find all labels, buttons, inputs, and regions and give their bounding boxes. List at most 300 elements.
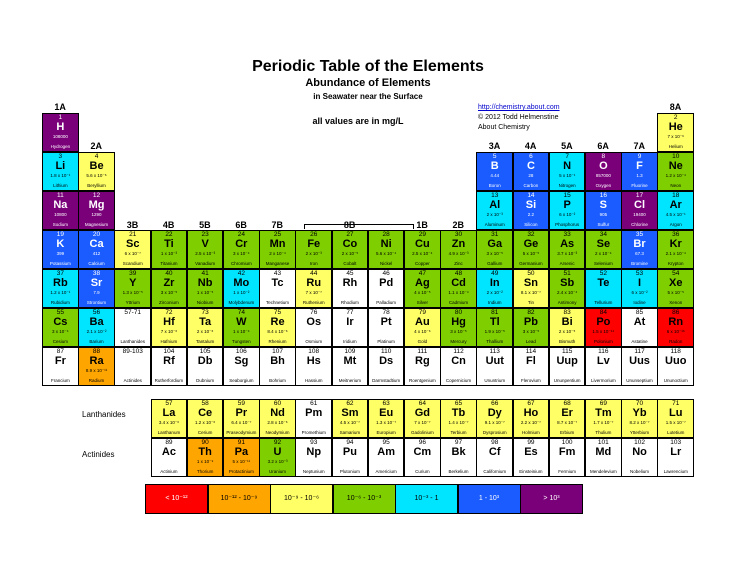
abundance-value: 8.9 x 10⁻¹¹ — [85, 368, 108, 373]
abundance-value: 1 x 10⁻⁵ — [196, 290, 214, 295]
element-cell-hg — [440, 308, 477, 347]
element-name: Uranium — [269, 469, 287, 475]
atomic-number: 114 — [525, 348, 537, 355]
element-symbol: Cm — [413, 446, 432, 458]
atomic-number: 1 — [58, 114, 63, 121]
element-symbol: No — [632, 446, 647, 458]
abundance-value: 6 x 10⁻² — [559, 212, 576, 217]
element-name: Actinium — [160, 469, 178, 475]
atomic-number: 84 — [599, 309, 607, 316]
atomic-number: 77 — [346, 309, 354, 316]
element-cell-h — [42, 113, 79, 152]
atomic-number: 26 — [310, 231, 318, 238]
element-symbol: Md — [595, 446, 612, 458]
element-cell-he — [657, 113, 694, 152]
element-cell-pd — [368, 269, 405, 308]
element-symbol: Re — [270, 316, 285, 328]
element-name: Roentgenium — [408, 378, 436, 384]
element-name: Silver — [416, 300, 428, 306]
element-symbol: Dy — [487, 407, 502, 419]
element-symbol: Sr — [90, 277, 103, 289]
legend-item: 1 - 10³ — [458, 484, 521, 514]
element-name: Rubidium — [50, 300, 70, 306]
abundance-value: 2.8 x 10⁻⁶ — [267, 420, 288, 425]
abundance-value: 2 x 10⁻⁶ — [196, 329, 214, 334]
element-name: Rhenium — [268, 339, 287, 345]
atomic-number: 45 — [346, 270, 354, 277]
element-name: Protactinium — [228, 469, 254, 475]
element-cell-rb — [42, 269, 79, 308]
atomic-number: 95 — [382, 439, 390, 446]
element-name: Samarium — [339, 430, 361, 436]
atomic-number: 73 — [201, 309, 209, 316]
legend-item: 10⁻⁹ - 10⁻⁶ — [270, 484, 333, 514]
element-symbol: Br — [633, 238, 646, 250]
element-symbol: Er — [561, 407, 573, 419]
element-symbol: Ir — [346, 316, 354, 328]
abundance-value: 3 x 10⁻⁵ — [522, 329, 540, 334]
element-name: Ununseptium — [626, 378, 653, 384]
atomic-number: 34 — [599, 231, 607, 238]
atomic-number: 67 — [527, 400, 535, 407]
element-symbol: Na — [53, 199, 68, 211]
group-label-5a: 5A — [561, 141, 573, 151]
element-cell-np — [295, 438, 332, 477]
abundance-value: 3.7 x 10⁻³ — [557, 251, 578, 256]
element-cell-rf — [151, 347, 188, 386]
element-name: Mercury — [450, 339, 467, 345]
atomic-number: 60 — [273, 400, 282, 407]
element-symbol: Lu — [669, 407, 683, 419]
element-cell-ne — [657, 152, 694, 191]
element-cell-dy — [476, 399, 513, 438]
group-label-1b: 1B — [416, 220, 428, 230]
element-symbol: Sc — [126, 238, 140, 250]
abundance-value: 3 x 10⁻⁵ — [486, 251, 503, 256]
element-name: Zirconium — [159, 300, 179, 306]
element-cell-nd — [259, 399, 296, 438]
element-cell-yb — [621, 399, 658, 438]
atomic-number: 46 — [382, 270, 390, 277]
element-symbol: Si — [525, 199, 537, 211]
abundance-value: 5 x 10⁻¹ — [559, 173, 576, 178]
element-cell-cl — [621, 191, 658, 230]
element-name: Titanium — [160, 261, 178, 267]
element-symbol: Uut — [485, 355, 504, 367]
abundance-value: 1290 — [91, 212, 102, 217]
atomic-number: 25 — [273, 231, 282, 238]
element-name: Copper — [414, 261, 430, 267]
element-cell-rn — [657, 308, 694, 347]
actinides-label: Actinides — [82, 450, 115, 459]
abundance-value: 6.4 x 10⁻⁷ — [231, 420, 252, 425]
element-symbol: Ca — [89, 238, 104, 250]
element-cell-ta — [187, 308, 224, 347]
atomic-number: 80 — [454, 309, 463, 316]
element-symbol: Uus — [629, 355, 650, 367]
element-cell-v — [187, 230, 224, 269]
atomic-number: 78 — [382, 309, 390, 316]
element-name: Yttrium — [125, 300, 140, 306]
element-name: Bromine — [631, 261, 648, 267]
element-symbol: N — [563, 160, 572, 172]
element-name: Bohrium — [269, 378, 286, 384]
element-symbol: Rh — [342, 277, 358, 289]
atomic-number: 54 — [672, 270, 680, 277]
element-symbol: Te — [597, 277, 610, 289]
element-symbol: Ho — [523, 407, 539, 419]
element-symbol: Hs — [306, 355, 321, 367]
atomic-number: 104 — [163, 348, 175, 355]
element-name: Platinum — [377, 339, 395, 345]
element-symbol: Ra — [89, 355, 104, 367]
element-symbol: V — [201, 238, 209, 250]
element-cell-as — [549, 230, 586, 269]
element-name: Rhodium — [340, 300, 359, 306]
group-label-6b: 6B — [235, 220, 247, 230]
element-name: Carbon — [523, 183, 539, 189]
element-name: Cadmium — [448, 300, 469, 306]
element-name: Lawrencium — [663, 469, 688, 475]
element-cell-tm — [585, 399, 622, 438]
element-symbol: Xe — [669, 277, 683, 289]
element-symbol: Sn — [523, 277, 538, 289]
element-name: Iridium — [343, 339, 357, 345]
element-cell-cs — [42, 308, 79, 347]
element-cell-co — [332, 230, 369, 269]
element-cell-y — [114, 269, 151, 308]
group-label-2b: 2B — [452, 220, 465, 230]
element-cell-s — [585, 191, 622, 230]
abundance-value: 2.2 — [527, 212, 535, 217]
atomic-number: 58 — [201, 400, 209, 407]
element-symbol: Fe — [307, 238, 321, 250]
element-cell-pr — [223, 399, 260, 438]
element-name: Chlorine — [631, 222, 648, 228]
atomic-number: 24 — [237, 231, 245, 238]
element-symbol: Gd — [414, 407, 430, 419]
element-cell-no — [621, 438, 658, 477]
element-cell-cd — [440, 269, 477, 308]
group-label-1a: 1A — [54, 102, 66, 112]
element-name: Helium — [668, 144, 683, 150]
abundance-value: 8.7 x 10⁻⁷ — [557, 420, 578, 425]
element-cell-b — [476, 152, 513, 191]
element-cell-lv — [585, 347, 622, 386]
atomic-number: 65 — [454, 400, 463, 407]
element-symbol: In — [489, 277, 500, 289]
atomic-number: 109 — [344, 348, 356, 355]
source-link[interactable]: http://chemistry.about.com — [478, 104, 560, 111]
element-name: Indium — [487, 300, 502, 306]
group-label-7a: 7A — [633, 141, 646, 151]
abundance-value: 1.1 x 10⁻⁴ — [448, 290, 469, 295]
element-name: Nickel — [380, 261, 393, 267]
element-cell-uuo — [657, 347, 694, 386]
element-cell-tb — [440, 399, 477, 438]
legend-item: < 10⁻¹² — [145, 484, 208, 514]
atomic-number: 90 — [201, 439, 209, 446]
abundance-value: 1.3 x 10⁻⁵ — [122, 290, 143, 295]
element-cell-al — [476, 191, 513, 230]
element-symbol: Ge — [523, 238, 539, 250]
abundance-value: 2.5 x 10⁻⁴ — [412, 251, 433, 256]
abundance-value: 1.2 x 10⁻⁶ — [195, 420, 216, 425]
element-symbol: Co — [342, 238, 358, 250]
element-cell-mn — [259, 230, 296, 269]
element-cell-hs — [295, 347, 332, 386]
element-name: Erbium — [560, 430, 575, 436]
element-symbol: Be — [89, 160, 104, 172]
element-name: Plutonium — [339, 469, 360, 475]
atomic-number: 89 — [165, 439, 173, 446]
element-name: Manganese — [265, 261, 290, 267]
abundance-value: 2 x 10⁻⁵ — [341, 251, 359, 256]
atomic-number: 49 — [491, 270, 499, 277]
element-cell-c — [513, 152, 550, 191]
element-symbol: B — [490, 160, 499, 172]
atomic-number: 41 — [201, 270, 209, 277]
element-name: Fermium — [558, 469, 577, 475]
element-cell-si — [513, 191, 550, 230]
element-symbol: Os — [306, 316, 322, 328]
group-label-5b: 5B — [199, 220, 211, 230]
element-cell-zn — [440, 230, 477, 269]
atomic-number: 57-71 — [124, 309, 142, 316]
abundance-value: 2 x 10⁻³ — [486, 212, 503, 217]
element-name: Polonium — [593, 339, 613, 345]
atomic-number: 12 — [92, 192, 101, 199]
element-symbol: Tm — [595, 407, 612, 419]
element-symbol: Ba — [89, 316, 104, 328]
element-symbol: Ag — [415, 277, 430, 289]
atomic-number: 29 — [418, 231, 426, 238]
chart-subtitle: Abundance of Elements — [305, 77, 431, 89]
element-symbol: At — [633, 316, 646, 328]
element-name: Berkelium — [448, 469, 469, 475]
element-cell-zr — [151, 269, 188, 308]
element-symbol: Bh — [270, 355, 285, 367]
element-cell-o — [585, 152, 622, 191]
abundance-value: 5.6 x 10⁻⁴ — [375, 251, 397, 256]
element-cell-bh — [259, 347, 296, 386]
element-symbol: Ac — [161, 446, 176, 458]
abundance-value: 7 x 10⁻⁶ — [160, 329, 178, 334]
atomic-number: 113 — [489, 348, 500, 355]
element-cell-fm — [549, 438, 586, 477]
abundance-value: 1 x 10⁻⁹ — [196, 459, 214, 464]
element-cell-li — [42, 152, 79, 191]
element-symbol: K — [56, 238, 65, 250]
element-name: Lanthanides — [120, 339, 145, 345]
element-symbol: Rn — [668, 316, 684, 328]
element-name: Ruthenium — [302, 300, 325, 306]
element-name: Niobium — [196, 300, 214, 306]
abundance-value: 4.5 x 10⁻¹ — [665, 212, 686, 217]
atomic-number: 71 — [672, 400, 680, 407]
element-name: Antimony — [557, 300, 577, 306]
element-symbol: Np — [306, 446, 322, 458]
element-cell-ca — [78, 230, 115, 269]
atomic-number: 22 — [165, 231, 173, 238]
element-name: Sulfur — [597, 222, 610, 228]
element-name: Copernicium — [445, 378, 472, 384]
element-name: Curium — [415, 469, 430, 475]
element-symbol: Rb — [53, 277, 68, 289]
element-name: Ununtrium — [484, 378, 506, 384]
abundance-value: 2.4 x 10⁻⁴ — [556, 290, 578, 295]
element-name: Neon — [670, 183, 682, 189]
element-cell-pm — [295, 399, 332, 438]
element-name: Technetium — [266, 300, 290, 306]
element-cell-md — [585, 438, 622, 477]
abundance-value: 1.3 x 10⁻⁷ — [376, 420, 397, 425]
element-cell-se — [585, 230, 622, 269]
element-name: Boron — [488, 183, 501, 189]
abundance-value: 67.3 — [635, 251, 644, 256]
element-symbol: C — [526, 160, 535, 172]
element-name: Livermorium — [590, 378, 616, 384]
atomic-number: 92 — [273, 439, 282, 446]
atomic-number: 89-103 — [122, 348, 143, 355]
atomic-number: 6 — [529, 153, 533, 160]
element-symbol: Db — [197, 355, 213, 367]
element-symbol: Eu — [379, 407, 394, 419]
element-name: Praseodymium — [226, 430, 257, 436]
group-label-3b: 3B — [126, 220, 139, 230]
atomic-number: 20 — [92, 231, 101, 238]
element-name: Molybdenum — [228, 300, 255, 306]
element-symbol: Ce — [198, 407, 213, 419]
atomic-number: 4 — [94, 153, 99, 160]
element-symbol: Th — [198, 446, 212, 458]
element-name: Lithium — [53, 183, 68, 189]
abundance-value: 2.1 x 10⁻⁴ — [665, 251, 686, 256]
atomic-number: 91 — [237, 439, 245, 446]
abundance-value: 19400 — [633, 212, 646, 217]
element-cell-sn — [513, 269, 550, 308]
element-name: Bismuth — [559, 339, 576, 345]
element-name: Ununpentium — [553, 378, 581, 384]
atomic-number: 13 — [491, 192, 499, 199]
atomic-number: 102 — [634, 439, 645, 446]
abundance-value: 3 x 10⁻⁴ — [52, 329, 69, 334]
abundance-value: 28 — [528, 173, 534, 178]
element-cell-sm — [332, 399, 369, 438]
element-name: Astatine — [631, 339, 648, 345]
element-symbol: Y — [129, 277, 137, 289]
element-name: Hydrogen — [50, 144, 71, 150]
element-symbol: Rg — [415, 355, 430, 367]
element-name: Lanthanum — [157, 430, 181, 436]
element-cell-ge — [513, 230, 550, 269]
atomic-number: 88 — [92, 348, 101, 355]
atomic-number: 108 — [308, 348, 320, 355]
element-name: Palladium — [376, 300, 397, 306]
atomic-number: 10 — [672, 153, 680, 160]
element-symbol: Bi — [561, 316, 573, 328]
element-cell-i — [621, 269, 658, 308]
atomic-number: 47 — [418, 270, 426, 277]
atomic-number: 70 — [635, 400, 644, 407]
element-cell-ir — [332, 308, 369, 347]
element-cell-ni — [368, 230, 405, 269]
abundance-value: 3.2 x 10⁻³ — [267, 459, 288, 464]
element-cell-os — [295, 308, 332, 347]
element-name: Tin — [527, 300, 534, 306]
element-name: Thulium — [595, 430, 612, 436]
element-cell-ti — [151, 230, 188, 269]
element-cell-mg — [78, 191, 115, 230]
element-name: Zinc — [454, 261, 463, 267]
abundance-value: 1 x 10⁻² — [233, 290, 250, 295]
element-cell-tc — [259, 269, 296, 308]
element-symbol: Ne — [668, 160, 683, 172]
publisher-text: About Chemistry — [478, 124, 530, 131]
element-symbol: Kr — [669, 238, 682, 250]
abundance-value: 7 x 10⁻⁷ — [414, 420, 431, 425]
element-symbol: Se — [596, 238, 611, 250]
element-cell-u — [259, 438, 296, 477]
element-name: Mendelevium — [589, 469, 617, 475]
element-name: Strontium — [86, 300, 107, 306]
element-cell-lr — [657, 438, 694, 477]
abundance-value: 6 x 10⁻¹⁶ — [666, 329, 685, 334]
element-symbol: U — [273, 446, 282, 458]
abundance-value: 1.5 x 10⁻⁷ — [665, 420, 686, 425]
atomic-number: 57 — [165, 400, 173, 407]
element-symbol: Sg — [234, 355, 249, 367]
element-name: Americium — [375, 469, 397, 475]
atomic-number: 15 — [563, 192, 571, 199]
atomic-number: 32 — [527, 231, 535, 238]
element-cell-ac — [151, 438, 188, 477]
element-symbol: I — [638, 277, 642, 289]
chart-title: Periodic Table of the Elements — [252, 58, 484, 75]
atomic-number: 3 — [58, 153, 63, 160]
element-symbol: Ga — [487, 238, 503, 250]
element-cell-ho — [513, 399, 550, 438]
abundance-value: 1.2 x 10⁻¹ — [50, 290, 71, 295]
atomic-number: 116 — [598, 348, 609, 355]
group-label-4a: 4A — [524, 141, 537, 151]
atomic-number: 85 — [635, 309, 644, 316]
element-name: Neodymium — [265, 430, 290, 436]
element-cell-cn — [440, 347, 477, 386]
element-name: Vanadium — [195, 261, 216, 267]
element-cell-nb — [187, 269, 224, 308]
atomic-number: 115 — [561, 348, 573, 355]
element-name: Selenium — [593, 261, 613, 267]
abundance-value: 2 x 10⁻⁴ — [595, 251, 612, 256]
atomic-number: 19 — [56, 231, 64, 238]
element-name: Magnesium — [84, 222, 109, 228]
element-symbol: Mg — [88, 199, 105, 211]
element-name: Cesium — [52, 339, 68, 345]
atomic-number: 99 — [527, 439, 535, 446]
element-cell-ra — [78, 347, 115, 386]
element-name: Ununoctium — [663, 378, 688, 384]
atomic-number: 63 — [382, 400, 390, 407]
element-symbol: Pa — [234, 446, 249, 458]
abundance-value: 1.4 x 10⁻⁷ — [448, 420, 469, 425]
element-symbol: Pb — [523, 316, 538, 328]
element-cell-fr — [42, 347, 79, 386]
element-cell-at — [621, 308, 658, 347]
element-cell-cm — [404, 438, 441, 477]
atomic-number: 44 — [310, 270, 318, 277]
abundance-value: 1.3 — [636, 173, 643, 178]
